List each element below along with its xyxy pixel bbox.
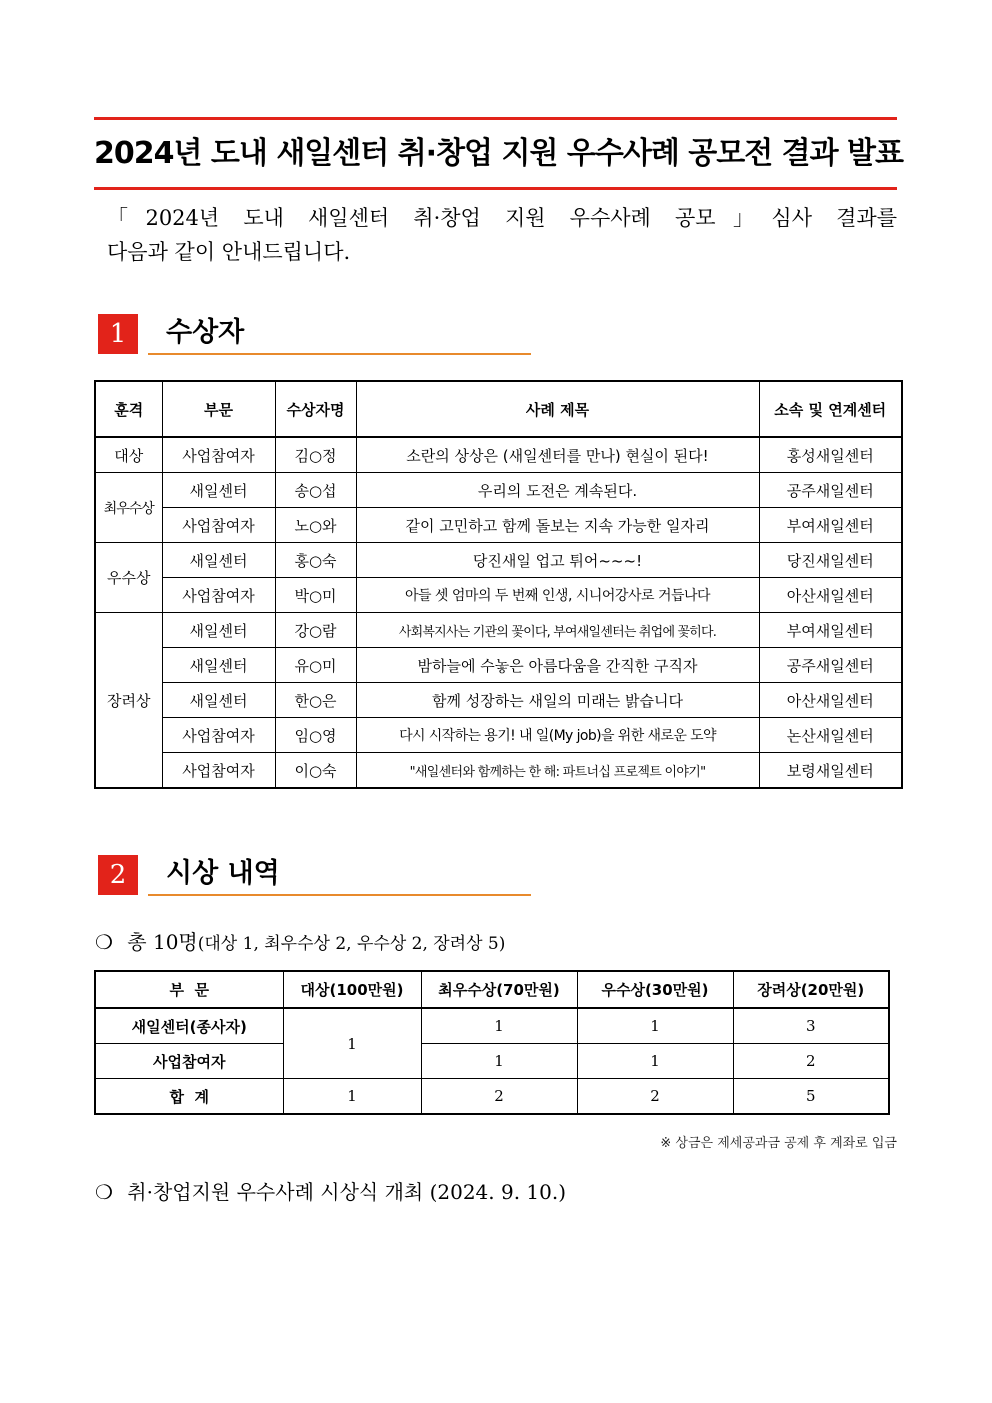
row-name: 한○은 xyxy=(275,683,356,718)
circle-bullet-icon: ❍ xyxy=(95,930,113,954)
section-1-underline xyxy=(148,353,531,355)
row-case-title: 밤하늘에 수놓은 아름다움을 간직한 구직자 xyxy=(356,648,759,683)
prize-header-grand: 대상(100만원) xyxy=(283,971,421,1008)
row-category: 사업참여자 xyxy=(162,508,275,543)
award-encouragement: 장려상 xyxy=(95,613,162,789)
prize-excellence-count: 2 xyxy=(577,1079,733,1115)
table-row xyxy=(95,1008,889,1044)
section-2-underline xyxy=(148,894,531,896)
row-center: 공주새일센터 xyxy=(759,648,902,683)
table-row xyxy=(95,1044,889,1079)
section-1-title: 수상자 xyxy=(166,317,245,348)
prize-top-count: 2 xyxy=(421,1079,577,1115)
prize-excellence-count: 1 xyxy=(577,1008,733,1044)
table-row xyxy=(95,578,902,613)
row-center: 부여새일센터 xyxy=(759,613,902,648)
table-row xyxy=(95,753,902,789)
row-name: 박○미 xyxy=(275,578,356,613)
ceremony-text: 취·창업지원 우수사례 시상식 개최 (2024. 9. 10.) xyxy=(127,1180,567,1204)
row-case-title: 사회복지사는 기관의 꽃이다, 부여새일센터는 취업에 꽃히다. xyxy=(356,613,759,648)
prize-top-count: 1 xyxy=(421,1044,577,1079)
row-category: 사업참여자 xyxy=(162,578,275,613)
table-row xyxy=(95,1079,889,1115)
table-row xyxy=(95,437,902,473)
ceremony-line xyxy=(95,1176,566,1205)
circle-bullet-icon: ❍ xyxy=(95,1180,113,1204)
page-title: 2024년 도내 새일센터 취·창업 지원 우수사례 공모전 결과 발표 xyxy=(94,136,903,171)
awards-header-row xyxy=(95,381,902,437)
row-case-title: 아들 셋 엄마의 두 번째 인생, 시니어강사로 거듭나다 xyxy=(356,578,759,613)
row-center: 보령새일센터 xyxy=(759,753,902,789)
row-case-title: "새일센터와 함께하는 한 해: 파트너십 프로젝트 이야기" xyxy=(356,753,759,789)
row-name: 노○와 xyxy=(275,508,356,543)
header-case-title: 사례 제목 xyxy=(356,381,759,437)
row-case-title: 당진새일 업고 튀어~~~! xyxy=(356,543,759,578)
row-case-title: 다시 시작하는 용기! 내 일(My job)을 위한 새로운 도약 xyxy=(356,718,759,753)
prize-excellence-count: 1 xyxy=(577,1044,733,1079)
row-category: 사업참여자 xyxy=(162,753,275,789)
section-2-title: 시상 내역 xyxy=(166,858,280,889)
row-center: 홍성새일센터 xyxy=(759,437,902,473)
table-row xyxy=(95,648,902,683)
award-excellence-top: 최우수상 xyxy=(95,473,162,543)
row-category: 사업참여자 xyxy=(162,437,275,473)
header-award: 훈격 xyxy=(95,381,162,437)
prize-encouragement-count: 5 xyxy=(733,1079,889,1115)
row-category: 새일센터 xyxy=(162,683,275,718)
prize-header-excellence: 우수상(30만원) xyxy=(577,971,733,1008)
intro-line-2: 다음과 같이 안내드립니다. xyxy=(107,240,351,264)
prize-grand-merged: 1 xyxy=(283,1008,421,1079)
row-category: 새일센터 xyxy=(162,613,275,648)
row-name: 유○미 xyxy=(275,648,356,683)
prize-row-label: 사업참여자 xyxy=(95,1044,283,1079)
prize-header-category: 부 문 xyxy=(95,971,283,1008)
row-name: 임○영 xyxy=(275,718,356,753)
table-row xyxy=(95,508,902,543)
prize-header-encouragement: 장려상(20만원) xyxy=(733,971,889,1008)
row-case-title: 소란의 상상은 (새일센터를 만나) 현실이 된다! xyxy=(356,437,759,473)
row-center: 아산새일센터 xyxy=(759,578,902,613)
row-center: 논산새일센터 xyxy=(759,718,902,753)
row-name: 강○람 xyxy=(275,613,356,648)
row-category: 새일센터 xyxy=(162,648,275,683)
row-case-title: 함께 성장하는 새일의 미래는 밝습니다 xyxy=(356,683,759,718)
summary-detail: (대상 1, 최우수상 2, 우수상 2, 장려상 5) xyxy=(197,934,506,954)
table-row xyxy=(95,613,902,648)
summary-line xyxy=(95,926,505,955)
table-row xyxy=(95,718,902,753)
prize-encouragement-count: 3 xyxy=(733,1008,889,1044)
summary-total: 총 10명 xyxy=(127,930,198,954)
awards-table xyxy=(94,380,903,789)
intro-paragraph xyxy=(107,201,897,269)
header-center: 소속 및 연계센터 xyxy=(759,381,902,437)
row-name: 홍○숙 xyxy=(275,543,356,578)
row-name: 김○정 xyxy=(275,437,356,473)
row-category: 새일센터 xyxy=(162,473,275,508)
award-excellence: 우수상 xyxy=(95,543,162,613)
row-center: 부여새일센터 xyxy=(759,508,902,543)
prize-row-total-label: 합 계 xyxy=(95,1079,283,1115)
prize-encouragement-count: 2 xyxy=(733,1044,889,1079)
row-name: 이○숙 xyxy=(275,753,356,789)
table-row xyxy=(95,473,902,508)
row-center: 아산새일센터 xyxy=(759,683,902,718)
section-1-number: 1 xyxy=(98,314,138,354)
prize-top-count: 1 xyxy=(421,1008,577,1044)
prize-header-top: 최우수상(70만원) xyxy=(421,971,577,1008)
row-category: 새일센터 xyxy=(162,543,275,578)
award-grand: 대상 xyxy=(95,437,162,473)
prize-grand-count: 1 xyxy=(283,1079,421,1115)
row-name: 송○섭 xyxy=(275,473,356,508)
row-category: 사업참여자 xyxy=(162,718,275,753)
section-2-number: 2 xyxy=(98,855,138,895)
table-row xyxy=(95,543,902,578)
row-center: 공주새일센터 xyxy=(759,473,902,508)
row-center: 당진새일센터 xyxy=(759,543,902,578)
table-row xyxy=(95,683,902,718)
intro-line-1: 「2024년 도내 새일센터 취·창업 지원 우수사례 공모」심사 결과를 xyxy=(107,206,897,230)
prize-table xyxy=(94,970,890,1115)
title-bottom-rule xyxy=(94,187,897,190)
row-case-title: 같이 고민하고 함께 돌보는 지속 가능한 일자리 xyxy=(356,508,759,543)
prize-row-label: 새일센터(종사자) xyxy=(95,1008,283,1044)
row-case-title: 우리의 도전은 계속된다. xyxy=(356,473,759,508)
title-top-rule xyxy=(94,117,897,120)
prize-header-row xyxy=(95,971,889,1008)
header-category: 부문 xyxy=(162,381,275,437)
header-name: 수상자명 xyxy=(275,381,356,437)
prize-note: ※ 상금은 제세공과금 공제 후 계좌로 입금 xyxy=(660,1136,897,1151)
